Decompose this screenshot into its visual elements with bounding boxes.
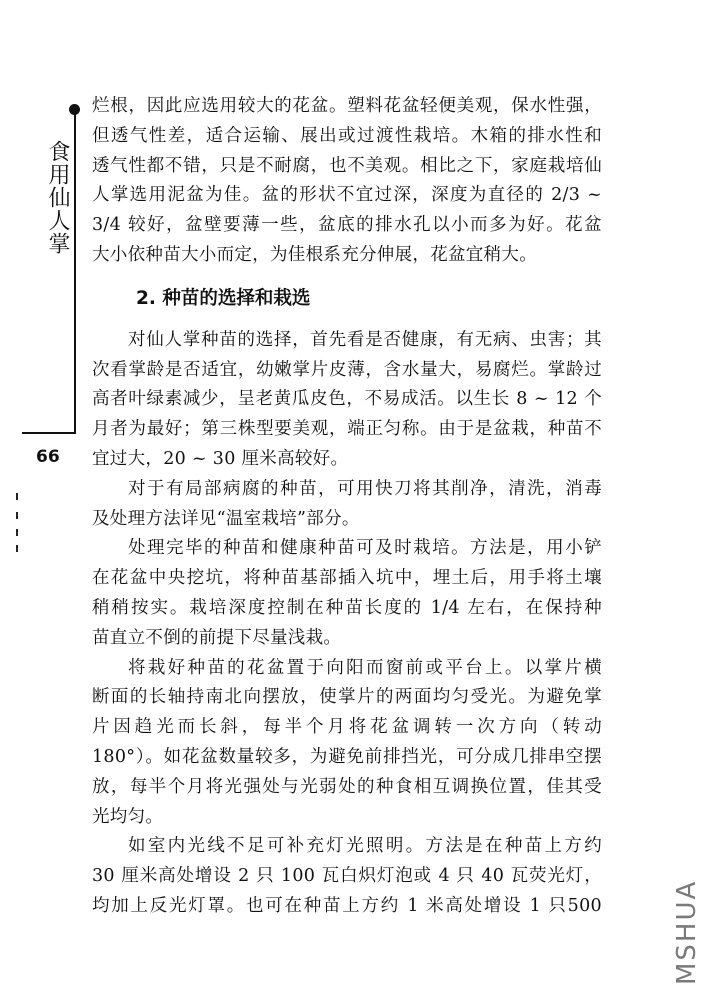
page-number: 66 [36,447,60,467]
text-line: 苗直立不倒的前提下尽量浅栽。 [92,627,342,648]
section-heading: 2. 种苗的选择和栽选 [136,287,311,309]
margin-mark [16,529,18,536]
text-line: 高者叶绿素减少，呈老黄瓜皮色，不易成活。以生长 8 ~ 12 个 [92,389,602,410]
text-line: 将栽好种苗的花盆置于向阳而窗前或平台上。以掌片横 [128,657,602,678]
text-line: 放，每半个月将光强处与光弱处的种食相互调换位置，佳其受 [92,776,602,797]
text-line: 对于有局部病腐的种苗，可用快刀将其削净，清洗，消毒 [128,478,602,499]
margin-rule [74,112,76,432]
margin-mark [16,545,18,552]
text-line: 稍稍按实。栽培深度控制在种苗长度的 1/4 左右，在保持种 [92,597,602,618]
running-header-title: 食用仙人掌 [45,140,70,255]
text-line: 片因趋光而长斜，每半个月将花盆调转一次方向（转动 [92,717,602,738]
text-line: 烂根，因此应选用较大的花盆。塑料花盆轻便美观，保水性强， [92,96,602,116]
page-number-rule [22,432,76,434]
text-line: 人掌选用泥盆为佳。盆的形状不宜过深，深度为直径的 2/3 ~ [92,185,602,206]
text-line: 均加上反光灯罩。也可在种苗上方约 1 米高处增设 1 只500 [92,895,602,916]
text-line: 透气性都不错，只是不耐腐，也不美观。相比之下，家庭栽培仙 [92,155,602,176]
text-line: 月者为最好；第三株型要美观，端正匀称。由于是盆栽，种苗不 [92,419,602,440]
text-line: 但透气性差，适合运输、展出或过渡性栽培。木箱的排水性和 [92,125,602,146]
text-line: 大小依种苗大小而定，为佳根系充分伸展，花盆宜稍大。 [92,244,537,265]
text-line: 对仙人掌种苗的选择，首先看是否健康，有无病、虫害；其 [128,329,602,350]
watermark: MSHUA [672,879,702,985]
text-line: 断面的长轴持南北向摆放，使掌片的两面均匀受光。为避免掌 [92,687,602,708]
text-line: 如室内光线不足可补充灯光照明。方法是在种苗上方约 [128,836,602,857]
text-line: 处理完毕的种苗和健康种苗可及时栽培。方法是，用小铲 [128,538,602,559]
text-line: 3/4 较好，盆壁要薄一些，盆底的排水孔以小而多为好。花盆 [92,215,602,236]
text-line: 30 厘米高处增设 2 只 100 瓦白炽灯泡或 4 只 40 瓦荧光灯， [92,866,602,887]
text-line: 在花盆中央挖坑，将种苗基部插入坑中，埋土后，用手将土壤 [92,568,602,589]
text-line: 180°）。如花盆数量较多，为避免前排挡光，可分成几排串空摆 [92,746,602,767]
margin-mark [16,493,18,500]
text-line: 光均匀。 [92,806,164,827]
margin-mark [16,512,18,519]
text-line: 次看掌龄是否适宜，幼嫩掌片皮薄，含水量大，易腐烂。掌龄过 [92,359,602,380]
body-text [92,92,602,922]
text-line: 及处理方法详见“温室栽培”部分。 [92,508,360,529]
text-line: 宜过大，20 ~ 30 厘米高较好。 [92,448,349,469]
